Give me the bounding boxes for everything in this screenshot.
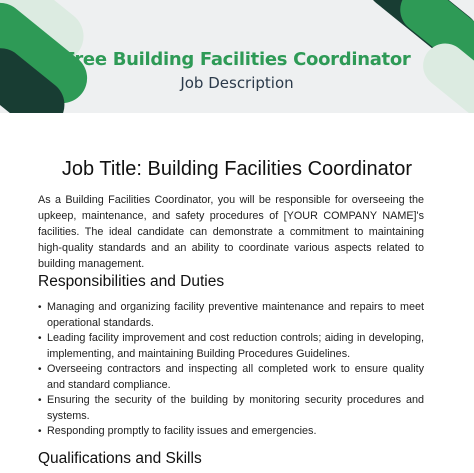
list-item-text: Managing and organizing facility preventive maintenance and repairs to meet operational standards.: [47, 301, 424, 329]
bullet-icon: •: [38, 302, 42, 313]
list-item-text: Responding promptly to facility issues and emergencies.: [47, 425, 317, 437]
list-item: [38, 362, 424, 393]
bullet-icon: •: [38, 395, 42, 406]
list-item: [38, 331, 424, 362]
list-item: [38, 424, 424, 440]
list-item-text: Ensuring the security of the building by monitoring security procedures and systems.: [47, 394, 424, 422]
header-banner: [0, 0, 474, 113]
list-item-text: Overseeing contractors and inspecting all completed work to ensure quality and standard compliance.: [47, 363, 424, 391]
list-item: [38, 393, 424, 424]
qualifications-heading: Qualifications and Skills: [38, 450, 202, 467]
list-item-text: Leading facility improvement and cost reduction controls; aiding in developing, implementing, and maintaining Building Procedures Guidelines.: [47, 332, 424, 360]
responsibilities-heading: Responsibilities and Duties: [38, 273, 225, 290]
list-item: [38, 300, 424, 331]
bullet-icon: •: [38, 333, 42, 344]
responsibilities-list: [38, 300, 424, 440]
bullet-icon: •: [38, 364, 42, 375]
intro-paragraph: As a Building Facilities Coordinator, you will be responsible for overseeing the upkeep, maintenance, and safety procedures of [YOUR COMPANY NAME]'s facilities. The ideal candidate can demonstrate a commitment to maintaining high-quality standards and an ability to coordinate various aspects related to building management.: [38, 194, 424, 270]
page-title: Job Title: Building Facilities Coordinator: [61, 158, 413, 180]
bullet-icon: •: [38, 426, 42, 437]
banner-title: Free Building Facilities Coordinator: [63, 49, 411, 70]
banner-subtitle: Job Description: [180, 74, 294, 92]
